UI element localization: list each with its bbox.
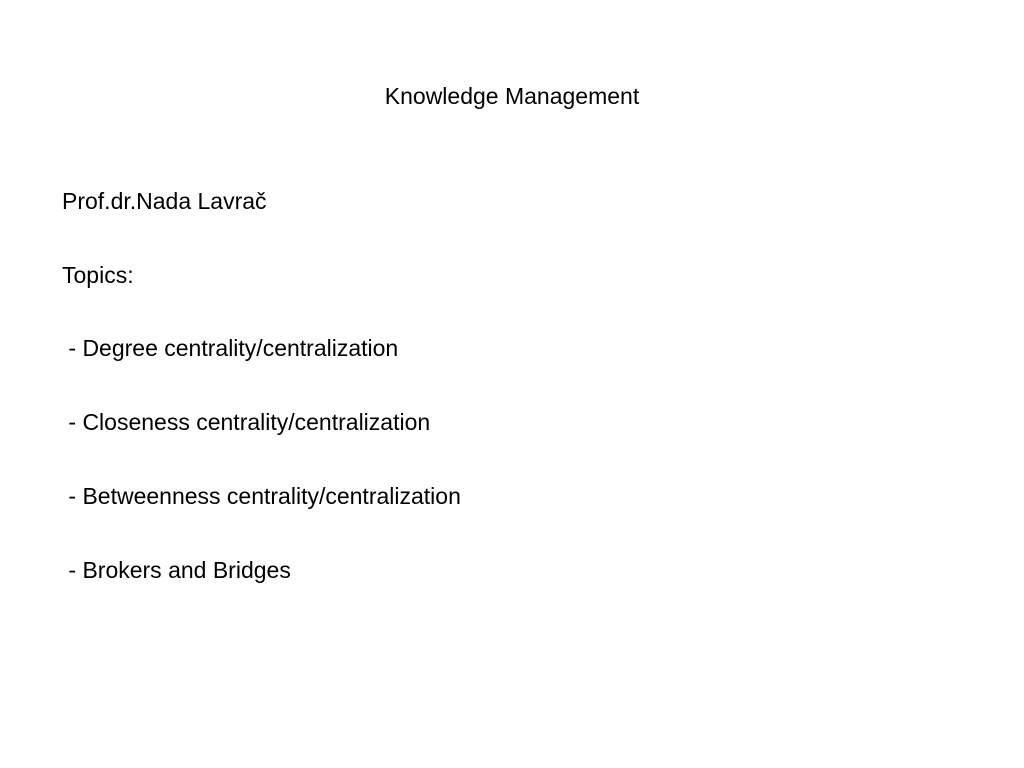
topic-item: - Betweenness centrality/centralization — [62, 483, 461, 509]
topic-item: - Brokers and Bridges — [62, 557, 291, 583]
slide-title: Knowledge Management — [384, 83, 640, 109]
topics-heading: Topics: — [62, 262, 134, 288]
topic-item: - Degree centrality/centralization — [62, 335, 399, 361]
topic-item: - Closeness centrality/centralization — [62, 409, 431, 435]
author-name: Prof.dr.Nada Lavrač — [62, 188, 267, 214]
